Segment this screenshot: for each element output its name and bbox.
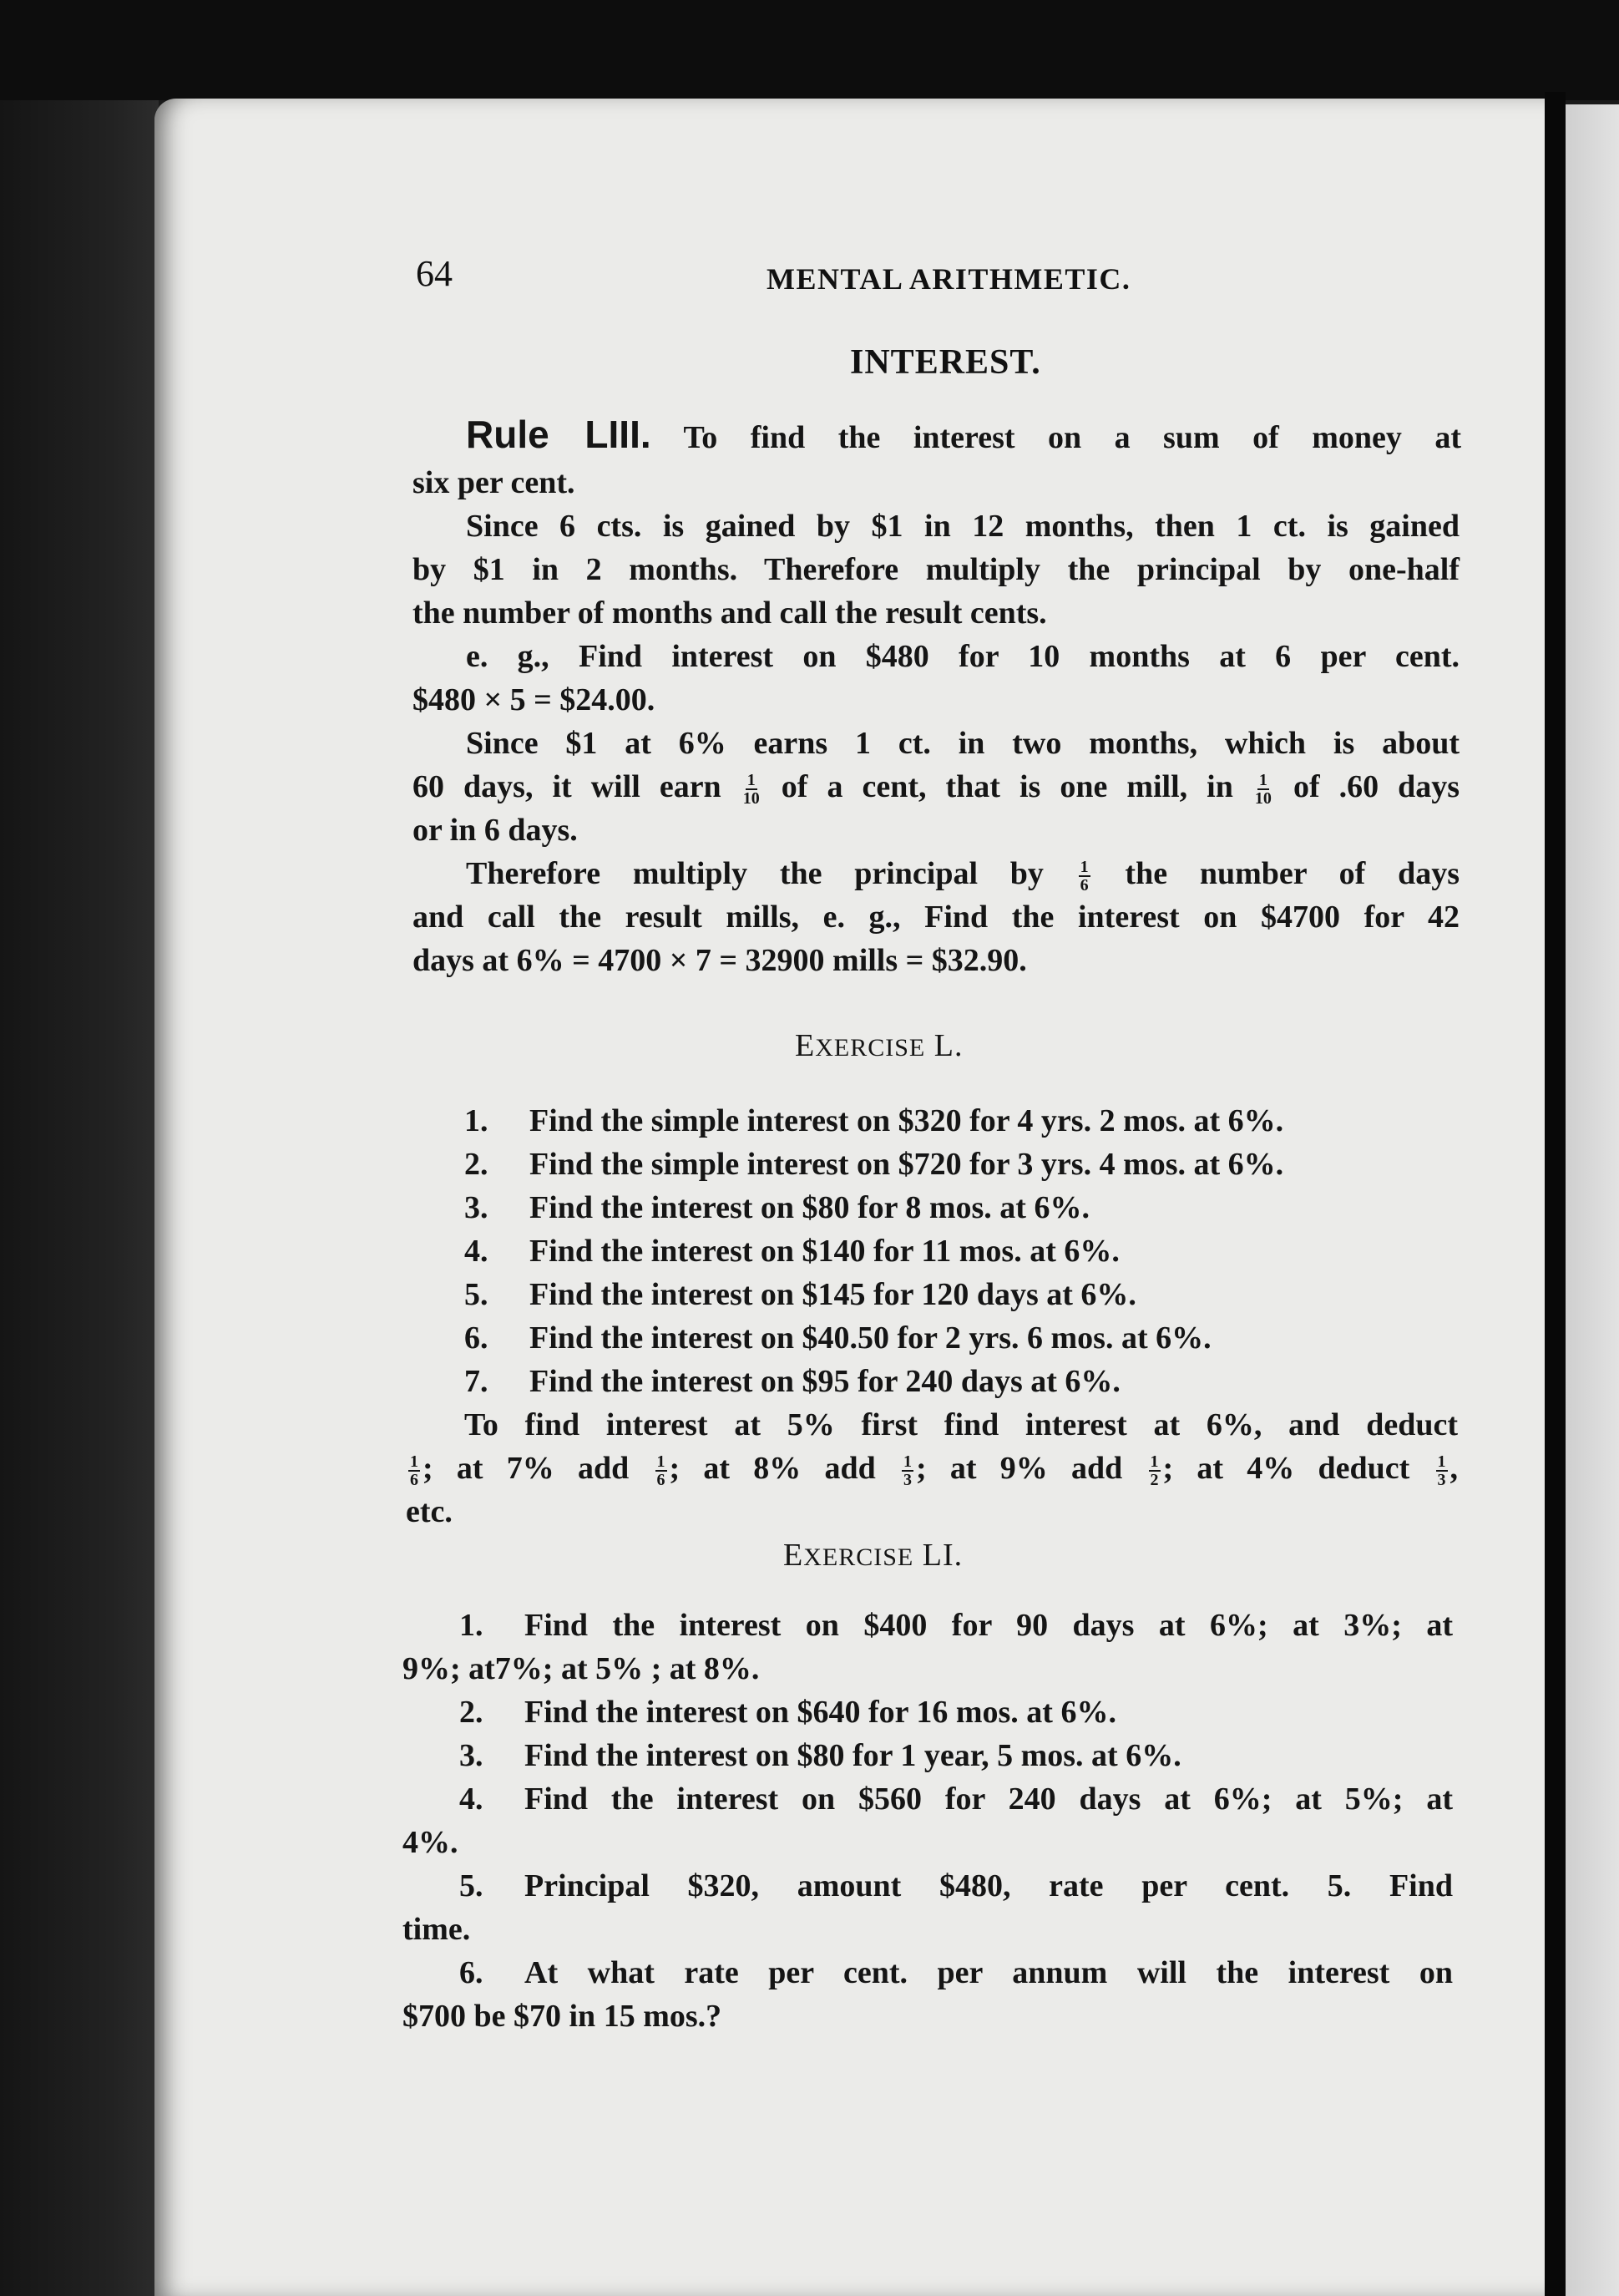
para-3-text-a: Therefore multiply the principal by [466, 856, 1044, 891]
para-2-line-2 [412, 765, 1460, 808]
list-item: 3. Find the interest on $80 for 8 mos. at 6%. [464, 1190, 1090, 1225]
example-line-2: $480 × 5 = $24.00. [412, 682, 655, 717]
list-item: 1. Find the simple interest on $320 for 4 yrs. 2 mos. at 6%. [464, 1103, 1284, 1138]
para-3-line-2: and call the result mills, e. g., Find the interest on $4700 for 42 [412, 900, 1460, 935]
list-item: 7. Find the interest on $95 for 240 days at 6%. [464, 1364, 1121, 1399]
list-item: 2. Find the simple interest on $720 for 3 yrs. 4 mos. at 6%. [464, 1147, 1284, 1182]
list-item-continued: 9%; at7%; at 5% ; at 8%. [402, 1651, 760, 1686]
list-item: 5. Find the interest on $145 for 120 days at 6%. [464, 1277, 1136, 1312]
book-gutter [1545, 92, 1566, 2296]
fraction-one-third: $\frac{1}{3}$ [903, 1452, 912, 1490]
list-item: 3. Find the interest on $80 for 1 year, 5 mos. at 6%. [459, 1738, 1181, 1773]
list-item-continued: $700 be $70 in 15 mos.? [402, 1999, 722, 2034]
facing-page-edge [1566, 104, 1619, 2296]
para-3-line-3: days at 6% = 4700 × 7 = 32900 mills = $32.90. [412, 943, 1027, 978]
note-line-2: $\frac{1}{6}$ ; at 7% add $\frac{1}{6}$ ; at 8% add $\frac{1}{3}$ ; at 9% add $\frac{1}{2}$ ; at 4% deduct $\frac{1}{3}$ , [410, 1451, 1459, 1490]
rule-line-1 [466, 413, 1461, 459]
para-1-line-1: Since 6 cts. is gained by $1 in 12 months, then 1 ct. is gained [466, 509, 1460, 544]
scan-left-edge [0, 100, 159, 2296]
note-line-3: etc. [406, 1494, 453, 1529]
list-item: 4. Find the interest on $140 for 11 mos. at 6%. [464, 1234, 1120, 1269]
rule-text: To find the interest on a sum of money at [683, 420, 1461, 455]
list-item: 6. At what rate per cent. per annum will the interest on [459, 1955, 1453, 1990]
note-line-1: To find interest at 5% first find interest at 6%, and deduct [464, 1407, 1458, 1442]
para-2-text-b: of a cent, that is one mill, in [781, 769, 1233, 804]
para-2-text-a: 60 days, it will earn [412, 769, 721, 804]
para-3-text-b: the number of days [1125, 856, 1460, 891]
exercise-l-heading: EXERCISE L. [795, 1028, 964, 1063]
list-item: 2. Find the interest on $640 for 16 mos. at 6%. [459, 1695, 1116, 1730]
list-item: 5. Principal $320, amount $480, rate per cent. 5. Find [459, 1868, 1453, 1903]
para-1-line-3: the number of months and call the result cents. [412, 596, 1047, 631]
para-3-line-1 [466, 852, 1460, 895]
para-2-line-3: or in 6 days. [412, 813, 578, 848]
exercise-li-heading: EXERCISE LI. [783, 1538, 964, 1573]
rule-label: Rule LIII. [466, 413, 651, 456]
list-item: 4. Find the interest on $560 for 240 days at 6%; at 5%; at [459, 1782, 1453, 1817]
fraction-one-sixth: $\frac{1}{6}$ [410, 1452, 418, 1490]
para-1-line-2: by $1 in 2 months. Therefore multiply the principal by one-half [412, 552, 1460, 587]
page-number: 64 [416, 253, 453, 294]
list-item: 1. Find the interest on $400 for 90 days at 6%; at 3%; at [459, 1608, 1453, 1643]
para-2-line-1: Since $1 at 6% earns 1 ct. in two months, which is about [466, 726, 1460, 761]
fraction-one-sixth: $\frac{1}{6}$ [1080, 858, 1089, 895]
fraction-one-tenth: $\frac{1}{10}$ [1254, 771, 1272, 808]
list-item: 6. Find the interest on $40.50 for 2 yrs. 6 mos. at 6%. [464, 1320, 1212, 1356]
list-item-continued: time. [402, 1912, 471, 1947]
fraction-one-tenth: $\frac{1}{10}$ [742, 771, 760, 808]
fraction-one-sixth: $\frac{1}{6}$ [656, 1452, 665, 1490]
section-title: INTEREST. [850, 343, 1041, 382]
example-line-1: e. g., Find interest on $480 for 10 months at 6 per cent. [466, 639, 1460, 674]
fraction-one-third: $\frac{1}{3}$ [1437, 1452, 1446, 1490]
rule-line-2: six per cent. [412, 465, 575, 500]
para-2-text-c: of .60 days [1293, 769, 1460, 804]
scan-top-band [0, 0, 1619, 100]
fraction-one-half: $\frac{1}{2}$ [1150, 1452, 1159, 1490]
list-item-continued: 4%. [402, 1825, 458, 1860]
running-head: MENTAL ARITHMETIC. [766, 262, 1131, 296]
